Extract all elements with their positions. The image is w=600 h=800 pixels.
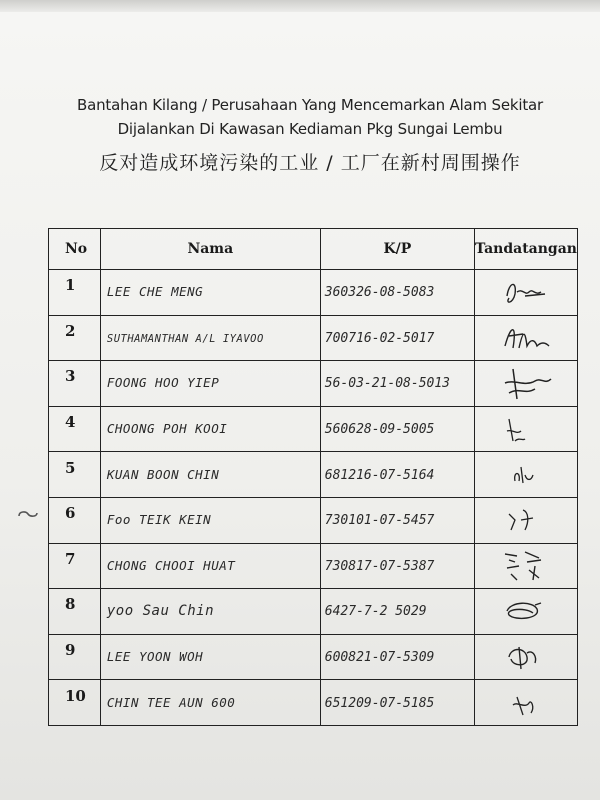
header-tandatangan: Tandatangan <box>475 229 578 270</box>
header-nama: Nama <box>100 229 320 270</box>
table-row <box>49 361 578 407</box>
row-number: 1 <box>65 276 76 295</box>
row-number: 3 <box>65 367 76 386</box>
table-row <box>49 315 578 361</box>
title-line-2: Dijalankan Di Kawasan Kediaman Pkg Sungai Lembu <box>117 120 503 138</box>
row-name: yoo Sau Chin <box>106 603 215 620</box>
title-line-chinese: 反对造成环境污染的工业 / 工厂在新村周围操作 <box>99 152 521 174</box>
table-row <box>49 452 578 498</box>
row-ic-number: 730101-07-5457 <box>324 513 435 529</box>
signature <box>475 685 577 721</box>
row-number: 9 <box>65 641 76 660</box>
row-name: CHONG CHOOI HUAT <box>106 557 236 573</box>
table-row <box>49 589 578 635</box>
row-name: KUAN BOON CHIN <box>106 466 220 482</box>
row-name: LEE YOON WOH <box>106 649 204 665</box>
staple-icon <box>16 508 40 524</box>
signature <box>475 457 577 493</box>
signature <box>475 548 577 584</box>
row-number: 8 <box>65 595 76 614</box>
row-name: FOONG HOO YIEP <box>106 375 220 391</box>
table-row <box>49 270 578 316</box>
signature <box>475 502 577 538</box>
row-name: SUTHAMANTHAN A/L IYAVOO <box>106 332 264 345</box>
title-line-1: Bantahan Kilang / Perusahaan Yang Mencemarkan Alam Sekitar <box>77 96 543 114</box>
row-number: 4 <box>65 413 76 432</box>
paper-fold-shadow <box>0 0 600 12</box>
header-kp: K/P <box>320 229 474 270</box>
row-ic-number: 700716-02-5017 <box>324 330 435 346</box>
table-row <box>49 543 578 589</box>
signature <box>475 365 577 401</box>
signature <box>475 593 577 629</box>
row-ic-number: 560628-09-5005 <box>324 422 435 438</box>
signature <box>475 639 577 675</box>
row-name: CHOONG POH KOOI <box>106 421 228 437</box>
row-name: LEE CHE MENG <box>106 284 204 300</box>
table-header-row <box>49 229 578 270</box>
signature <box>475 411 577 447</box>
signature <box>475 274 577 310</box>
signature-table <box>48 228 578 726</box>
header-no: No <box>49 229 101 270</box>
table-row <box>49 680 578 726</box>
table-row <box>49 497 578 543</box>
row-ic-number: 600821-07-5309 <box>324 650 435 666</box>
row-ic-number: 730817-07-5387 <box>324 558 435 574</box>
row-number: 6 <box>65 504 76 523</box>
petition-title <box>60 96 560 175</box>
signature <box>475 320 577 356</box>
row-number: 10 <box>65 686 86 705</box>
row-number: 2 <box>65 321 76 340</box>
row-name: Foo TEIK KEIN <box>106 512 212 528</box>
table-row <box>49 406 578 452</box>
row-ic-number: 360326-08-5083 <box>324 285 435 301</box>
row-ic-number: 6427-7-2 5029 <box>324 604 427 620</box>
table-row <box>49 634 578 680</box>
row-ic-number: 56-03-21-08-5013 <box>324 376 451 392</box>
row-number: 5 <box>65 458 76 477</box>
row-name: CHIN TEE AUN 600 <box>106 694 236 710</box>
row-ic-number: 651209-07-5185 <box>324 695 435 711</box>
row-number: 7 <box>65 549 76 568</box>
row-ic-number: 681216-07-5164 <box>324 467 435 483</box>
